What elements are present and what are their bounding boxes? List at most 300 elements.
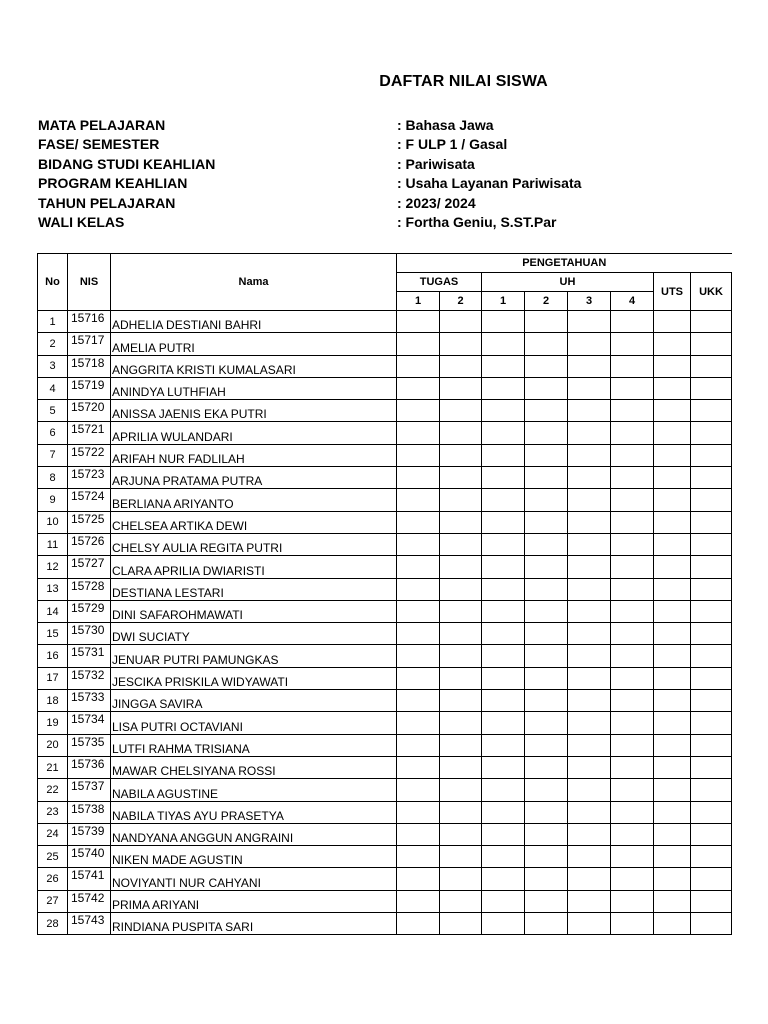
grade-cell-tugas-1[interactable]	[397, 467, 440, 489]
grade-cell-ukk[interactable]	[691, 779, 732, 801]
grade-cell-uh-4[interactable]	[611, 868, 654, 890]
grade-cell-uh-1[interactable]	[482, 734, 525, 756]
grade-cell-ukk[interactable]	[691, 690, 732, 712]
grade-cell-tugas-1[interactable]	[397, 400, 440, 422]
grade-cell-ukk[interactable]	[691, 333, 732, 355]
table-row	[38, 467, 732, 489]
grade-cell-uh-3[interactable]	[568, 779, 611, 801]
grade-cell-uh-2[interactable]	[525, 600, 568, 622]
grade-cell-uh-2[interactable]	[525, 578, 568, 600]
grade-cell-uh-1[interactable]	[482, 422, 525, 444]
grade-cell-uh-2[interactable]	[525, 801, 568, 823]
grade-cell-ukk[interactable]	[691, 801, 732, 823]
grade-cell-tugas-2[interactable]	[440, 846, 482, 868]
grade-cell-uts[interactable]	[654, 868, 691, 890]
table-row	[38, 533, 732, 555]
grade-cell-uts[interactable]	[654, 823, 691, 845]
grade-cell-uts[interactable]	[654, 311, 691, 333]
table-row	[38, 890, 732, 912]
table-row	[38, 311, 732, 333]
grade-cell-uh-3[interactable]	[568, 355, 611, 377]
grade-cell-uh-1[interactable]	[482, 712, 525, 734]
grade-cell-uh-4[interactable]	[611, 756, 654, 778]
grade-cell-uts[interactable]	[654, 756, 691, 778]
grade-cell-uh-1[interactable]	[482, 868, 525, 890]
grade-cell-uts[interactable]	[654, 846, 691, 868]
table-row	[38, 756, 732, 778]
grade-cell-ukk[interactable]	[691, 377, 732, 399]
grade-cell-uts[interactable]	[654, 333, 691, 355]
grade-cell-ukk[interactable]	[691, 667, 732, 689]
grade-cell-tugas-2[interactable]	[440, 712, 482, 734]
grade-cell-uh-4[interactable]	[611, 311, 654, 333]
grade-cell-uh-3[interactable]	[568, 400, 611, 422]
grade-cell-uh-2[interactable]	[525, 712, 568, 734]
grade-cell-uh-4[interactable]	[611, 823, 654, 845]
info-label: WALI KELAS	[38, 213, 125, 230]
grade-cell-ukk[interactable]	[691, 355, 732, 377]
grade-cell-ukk[interactable]	[691, 311, 732, 333]
grade-cell-tugas-1[interactable]	[397, 801, 440, 823]
header-uts: UTS	[654, 273, 691, 311]
grade-cell-tugas-2[interactable]	[440, 890, 482, 912]
info-label: MATA PELAJARAN	[38, 117, 166, 133]
grade-cell-uh-4[interactable]	[611, 600, 654, 622]
cell-name: NANDYANA ANGGUN ANGRAINI	[111, 823, 397, 845]
table-row	[38, 690, 732, 712]
grade-cell-uts[interactable]	[654, 600, 691, 622]
info-label: PROGRAM KEAHLIAN	[38, 175, 188, 192]
grade-cell-ukk[interactable]	[691, 756, 732, 778]
cell-no: 17	[38, 667, 68, 689]
cell-name: CLARA APRILIA DWIARISTI	[111, 556, 397, 578]
cell-name: CHELSY AULIA REGITA PUTRI	[111, 533, 397, 555]
grade-cell-uts[interactable]	[654, 712, 691, 734]
info-value: : Bahasa Jawa	[397, 117, 494, 133]
cell-name: RINDIANA PUSPITA SARI	[111, 913, 397, 935]
grade-cell-uh-2[interactable]	[525, 779, 568, 801]
grade-cell-tugas-2[interactable]	[440, 600, 482, 622]
grade-cell-uh-4[interactable]	[611, 846, 654, 868]
cell-name: NABILA TIYAS AYU PRASETYA	[111, 801, 397, 823]
grade-cell-tugas-1[interactable]	[397, 846, 440, 868]
grade-cell-uh-4[interactable]	[611, 690, 654, 712]
grade-cell-tugas-1[interactable]	[397, 913, 440, 935]
grade-cell-tugas-1[interactable]	[397, 556, 440, 578]
grade-cell-tugas-2[interactable]	[440, 444, 482, 466]
grade-cell-uh-2[interactable]	[525, 377, 568, 399]
cell-no: 2	[38, 333, 68, 355]
grade-cell-uh-2[interactable]	[525, 868, 568, 890]
cell-nis: 15735	[68, 734, 111, 756]
grade-cell-uh-4[interactable]	[611, 734, 654, 756]
grade-cell-ukk[interactable]	[691, 890, 732, 912]
grade-cell-uh-1[interactable]	[482, 890, 525, 912]
header-tugas-2: 2	[440, 292, 482, 311]
grade-cell-uh-4[interactable]	[611, 511, 654, 533]
cell-name: PRIMA ARIYANI	[111, 890, 397, 912]
grade-cell-tugas-1[interactable]	[397, 600, 440, 622]
grade-cell-uh-1[interactable]	[482, 779, 525, 801]
cell-name: ANINDYA LUTHFIAH	[111, 377, 397, 399]
cell-name: ANGGRITA KRISTI KUMALASARI	[111, 355, 397, 377]
grade-cell-uh-1[interactable]	[482, 489, 525, 511]
grade-cell-tugas-2[interactable]	[440, 756, 482, 778]
grade-cell-tugas-1[interactable]	[397, 377, 440, 399]
grade-cell-uh-3[interactable]	[568, 913, 611, 935]
grade-cell-uh-2[interactable]	[525, 489, 568, 511]
grade-cell-uh-2[interactable]	[525, 511, 568, 533]
grade-cell-uh-3[interactable]	[568, 868, 611, 890]
grade-cell-tugas-1[interactable]	[397, 667, 440, 689]
cell-nis: 15728	[68, 578, 111, 600]
info-value: : 2023/ 2024	[397, 194, 476, 211]
grade-cell-uh-4[interactable]	[611, 890, 654, 912]
grade-cell-tugas-2[interactable]	[440, 422, 482, 444]
cell-name: ANISSA JAENIS EKA PUTRI	[111, 400, 397, 422]
grade-cell-tugas-2[interactable]	[440, 690, 482, 712]
grade-cell-uh-2[interactable]	[525, 667, 568, 689]
grade-cell-tugas-1[interactable]	[397, 355, 440, 377]
grade-cell-uh-2[interactable]	[525, 645, 568, 667]
grade-cell-uh-2[interactable]	[525, 756, 568, 778]
grade-cell-tugas-2[interactable]	[440, 511, 482, 533]
grade-cell-uh-4[interactable]	[611, 444, 654, 466]
grade-cell-tugas-1[interactable]	[397, 511, 440, 533]
grade-cell-tugas-2[interactable]	[440, 556, 482, 578]
cell-no: 18	[38, 690, 68, 712]
grade-cell-ukk[interactable]	[691, 868, 732, 890]
grade-cell-tugas-1[interactable]	[397, 890, 440, 912]
grade-cell-uts[interactable]	[654, 667, 691, 689]
grade-cell-uh-3[interactable]	[568, 645, 611, 667]
table-row	[38, 511, 732, 533]
grade-cell-uts[interactable]	[654, 690, 691, 712]
grade-cell-uts[interactable]	[654, 355, 691, 377]
grade-cell-uh-3[interactable]	[568, 556, 611, 578]
grade-cell-tugas-2[interactable]	[440, 578, 482, 600]
cell-no: 20	[38, 734, 68, 756]
table-row	[38, 578, 732, 600]
grade-cell-tugas-1[interactable]	[397, 645, 440, 667]
grade-cell-uts[interactable]	[654, 444, 691, 466]
table-row	[38, 801, 732, 823]
grade-cell-tugas-2[interactable]	[440, 868, 482, 890]
table-row	[38, 444, 732, 466]
grade-cell-uh-1[interactable]	[482, 355, 525, 377]
grade-cell-tugas-2[interactable]	[440, 355, 482, 377]
grade-cell-uh-4[interactable]	[611, 578, 654, 600]
grade-cell-uts[interactable]	[654, 801, 691, 823]
grade-cell-tugas-2[interactable]	[440, 779, 482, 801]
grade-cell-uh-1[interactable]	[482, 333, 525, 355]
grade-cell-tugas-1[interactable]	[397, 734, 440, 756]
grade-cell-ukk[interactable]	[691, 734, 732, 756]
grade-cell-ukk[interactable]	[691, 444, 732, 466]
info-row-tahun-pelajaran	[38, 194, 738, 213]
grade-cell-ukk[interactable]	[691, 467, 732, 489]
grade-cell-uh-2[interactable]	[525, 690, 568, 712]
grade-cell-uh-1[interactable]	[482, 444, 525, 466]
grade-cell-tugas-1[interactable]	[397, 779, 440, 801]
grade-cell-uh-3[interactable]	[568, 890, 611, 912]
grade-cell-uts[interactable]	[654, 734, 691, 756]
grade-cell-uh-2[interactable]	[525, 823, 568, 845]
table-row	[38, 422, 732, 444]
grade-cell-uh-2[interactable]	[525, 467, 568, 489]
cell-nis: 15731	[68, 645, 111, 667]
grade-cell-uh-1[interactable]	[482, 511, 525, 533]
grade-cell-uh-1[interactable]	[482, 400, 525, 422]
grade-cell-tugas-2[interactable]	[440, 467, 482, 489]
grade-cell-ukk[interactable]	[691, 645, 732, 667]
header-no: No	[38, 254, 68, 311]
grade-cell-uh-4[interactable]	[611, 801, 654, 823]
grade-cell-uh-1[interactable]	[482, 690, 525, 712]
grade-cell-uts[interactable]	[654, 556, 691, 578]
cell-nis: 15736	[68, 756, 111, 778]
grade-cell-uts[interactable]	[654, 578, 691, 600]
grade-cell-tugas-2[interactable]	[440, 400, 482, 422]
cell-nis: 15732	[68, 667, 111, 689]
grade-cell-tugas-1[interactable]	[397, 489, 440, 511]
info-row-fase-semester	[38, 135, 738, 154]
grade-cell-tugas-2[interactable]	[440, 823, 482, 845]
grade-cell-uh-2[interactable]	[525, 400, 568, 422]
grade-cell-uh-1[interactable]	[482, 645, 525, 667]
grade-cell-uh-4[interactable]	[611, 623, 654, 645]
grade-cell-uh-3[interactable]	[568, 511, 611, 533]
header-nis: NIS	[68, 254, 111, 311]
grade-cell-uh-4[interactable]	[611, 779, 654, 801]
cell-name: AMELIA PUTRI	[111, 333, 397, 355]
grade-cell-uh-1[interactable]	[482, 913, 525, 935]
cell-no: 6	[38, 422, 68, 444]
grade-cell-uh-2[interactable]	[525, 355, 568, 377]
grade-cell-uh-4[interactable]	[611, 556, 654, 578]
grade-cell-uh-3[interactable]	[568, 333, 611, 355]
grade-cell-uh-3[interactable]	[568, 377, 611, 399]
grade-cell-uh-3[interactable]	[568, 734, 611, 756]
grade-cell-uh-4[interactable]	[611, 467, 654, 489]
grade-cell-uh-3[interactable]	[568, 533, 611, 555]
grade-cell-uh-2[interactable]	[525, 846, 568, 868]
grade-cell-uh-2[interactable]	[525, 556, 568, 578]
grade-cell-uh-4[interactable]	[611, 333, 654, 355]
grade-cell-uh-3[interactable]	[568, 667, 611, 689]
grade-cell-uh-1[interactable]	[482, 756, 525, 778]
table-row	[38, 868, 732, 890]
grade-cell-tugas-1[interactable]	[397, 578, 440, 600]
grade-cell-uh-3[interactable]	[568, 311, 611, 333]
grade-cell-tugas-2[interactable]	[440, 489, 482, 511]
grade-cell-uh-4[interactable]	[611, 422, 654, 444]
header-uh-4: 4	[611, 292, 654, 311]
grade-cell-uh-2[interactable]	[525, 311, 568, 333]
cell-no: 25	[38, 846, 68, 868]
grade-cell-uh-3[interactable]	[568, 801, 611, 823]
cell-no: 22	[38, 779, 68, 801]
grade-cell-tugas-1[interactable]	[397, 333, 440, 355]
grade-cell-tugas-2[interactable]	[440, 734, 482, 756]
cell-name: NOVIYANTI NUR CAHYANI	[111, 868, 397, 890]
grade-cell-ukk[interactable]	[691, 913, 732, 935]
grade-cell-ukk[interactable]	[691, 489, 732, 511]
grade-cell-uh-4[interactable]	[611, 377, 654, 399]
grade-cell-uh-1[interactable]	[482, 533, 525, 555]
grade-cell-uh-4[interactable]	[611, 400, 654, 422]
cell-name: JINGGA SAVIRA	[111, 690, 397, 712]
grade-cell-ukk[interactable]	[691, 511, 732, 533]
grade-cell-ukk[interactable]	[691, 422, 732, 444]
grade-cell-uts[interactable]	[654, 890, 691, 912]
grade-cell-tugas-1[interactable]	[397, 311, 440, 333]
grade-cell-tugas-1[interactable]	[397, 823, 440, 845]
cell-name: CHELSEA ARTIKA DEWI	[111, 511, 397, 533]
info-row-bidang-studi	[38, 155, 738, 174]
grade-cell-uh-1[interactable]	[482, 578, 525, 600]
page-title: DAFTAR NILAI SISWA	[379, 73, 548, 90]
grade-cell-tugas-1[interactable]	[397, 444, 440, 466]
grade-cell-tugas-2[interactable]	[440, 377, 482, 399]
cell-name: BERLIANA ARIYANTO	[111, 489, 397, 511]
grade-cell-uh-2[interactable]	[525, 444, 568, 466]
grade-cell-uh-1[interactable]	[482, 667, 525, 689]
cell-no: 28	[38, 913, 68, 935]
grade-cell-uh-2[interactable]	[525, 890, 568, 912]
grade-cell-uh-2[interactable]	[525, 533, 568, 555]
grade-cell-uts[interactable]	[654, 511, 691, 533]
grade-cell-uh-1[interactable]	[482, 623, 525, 645]
grade-cell-uh-4[interactable]	[611, 489, 654, 511]
cell-name: ARJUNA PRATAMA PUTRA	[111, 467, 397, 489]
cell-nis: 15730	[68, 623, 111, 645]
header-pengetahuan: PENGETAHUAN	[397, 254, 732, 273]
grade-cell-uh-2[interactable]	[525, 913, 568, 935]
grade-cell-tugas-2[interactable]	[440, 311, 482, 333]
grade-cell-uh-1[interactable]	[482, 467, 525, 489]
table-row	[38, 377, 732, 399]
grade-cell-uh-2[interactable]	[525, 422, 568, 444]
cell-no: 1	[38, 311, 68, 333]
table-row	[38, 779, 732, 801]
grade-cell-tugas-2[interactable]	[440, 333, 482, 355]
grade-cell-uh-4[interactable]	[611, 667, 654, 689]
grade-cell-ukk[interactable]	[691, 712, 732, 734]
grade-cell-tugas-2[interactable]	[440, 623, 482, 645]
grade-cell-uh-1[interactable]	[482, 377, 525, 399]
grade-cell-uh-1[interactable]	[482, 600, 525, 622]
grade-cell-uh-2[interactable]	[525, 333, 568, 355]
grade-cell-ukk[interactable]	[691, 533, 732, 555]
cell-name: DINI SAFAROHMAWATI	[111, 600, 397, 622]
grade-cell-uh-2[interactable]	[525, 623, 568, 645]
grade-cell-uh-2[interactable]	[525, 734, 568, 756]
cell-name: NIKEN MADE AGUSTIN	[111, 846, 397, 868]
grade-cell-ukk[interactable]	[691, 823, 732, 845]
grade-cell-tugas-2[interactable]	[440, 801, 482, 823]
info-label: TAHUN PELAJARAN	[38, 194, 176, 211]
grade-cell-uh-3[interactable]	[568, 712, 611, 734]
info-row-program-keahlian	[38, 174, 738, 193]
info-label: FASE/ SEMESTER	[38, 136, 160, 153]
cell-nis: 15741	[68, 868, 111, 890]
grade-cell-uh-1[interactable]	[482, 311, 525, 333]
grade-cell-uh-4[interactable]	[611, 712, 654, 734]
grade-cell-tugas-1[interactable]	[397, 422, 440, 444]
grade-cell-ukk[interactable]	[691, 556, 732, 578]
grade-cell-uh-1[interactable]	[482, 801, 525, 823]
grade-cell-uh-3[interactable]	[568, 600, 611, 622]
grade-cell-uh-4[interactable]	[611, 533, 654, 555]
grade-cell-uts[interactable]	[654, 489, 691, 511]
grade-cell-tugas-1[interactable]	[397, 712, 440, 734]
grade-cell-tugas-2[interactable]	[440, 533, 482, 555]
grade-cell-uh-1[interactable]	[482, 846, 525, 868]
grade-cell-uh-3[interactable]	[568, 690, 611, 712]
grade-cell-uh-3[interactable]	[568, 467, 611, 489]
grade-cell-ukk[interactable]	[691, 623, 732, 645]
cell-name: APRILIA WULANDARI	[111, 422, 397, 444]
grade-cell-uts[interactable]	[654, 779, 691, 801]
grade-cell-ukk[interactable]	[691, 600, 732, 622]
grade-cell-uts[interactable]	[654, 400, 691, 422]
grade-cell-tugas-2[interactable]	[440, 645, 482, 667]
grade-cell-uh-1[interactable]	[482, 556, 525, 578]
grade-cell-uts[interactable]	[654, 377, 691, 399]
grade-cell-uts[interactable]	[654, 467, 691, 489]
grade-cell-uts[interactable]	[654, 533, 691, 555]
grade-cell-uh-3[interactable]	[568, 489, 611, 511]
grade-cell-ukk[interactable]	[691, 578, 732, 600]
grade-cell-uts[interactable]	[654, 645, 691, 667]
grade-cell-uh-4[interactable]	[611, 355, 654, 377]
cell-no: 23	[38, 801, 68, 823]
grade-cell-ukk[interactable]	[691, 846, 732, 868]
grade-cell-uh-3[interactable]	[568, 846, 611, 868]
grade-cell-tugas-2[interactable]	[440, 667, 482, 689]
grade-cell-uh-3[interactable]	[568, 444, 611, 466]
grade-cell-uh-3[interactable]	[568, 422, 611, 444]
table-row	[38, 734, 732, 756]
cell-nis: 15723	[68, 467, 111, 489]
info-row-mata-pelajaran	[38, 116, 738, 135]
grade-cell-uh-3[interactable]	[568, 578, 611, 600]
header-uh-2: 2	[525, 292, 568, 311]
grade-cell-tugas-1[interactable]	[397, 756, 440, 778]
table-row	[38, 600, 732, 622]
grade-cell-uts[interactable]	[654, 623, 691, 645]
grade-cell-uh-3[interactable]	[568, 756, 611, 778]
grade-cell-uts[interactable]	[654, 422, 691, 444]
grade-cell-uh-3[interactable]	[568, 623, 611, 645]
cell-name: MAWAR CHELSIYANA ROSSI	[111, 756, 397, 778]
header-tugas-1: 1	[397, 292, 440, 311]
grade-cell-tugas-1[interactable]	[397, 868, 440, 890]
grade-cell-uts[interactable]	[654, 913, 691, 935]
cell-nis: 15727	[68, 556, 111, 578]
grade-cell-uh-1[interactable]	[482, 823, 525, 845]
grade-cell-uh-4[interactable]	[611, 645, 654, 667]
grade-cell-tugas-2[interactable]	[440, 913, 482, 935]
grade-cell-uh-4[interactable]	[611, 913, 654, 935]
grade-cell-tugas-1[interactable]	[397, 690, 440, 712]
grade-cell-tugas-1[interactable]	[397, 533, 440, 555]
cell-no: 9	[38, 489, 68, 511]
grade-cell-uh-3[interactable]	[568, 823, 611, 845]
grade-cell-tugas-1[interactable]	[397, 623, 440, 645]
grade-cell-ukk[interactable]	[691, 400, 732, 422]
